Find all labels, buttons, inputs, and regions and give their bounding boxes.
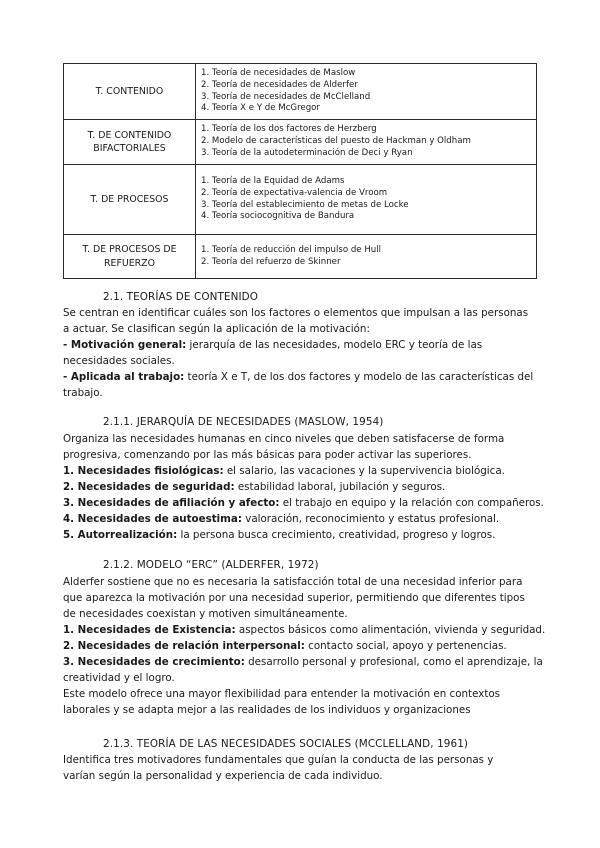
section-heading: 2.1.3. TEORÍA DE LAS NECESIDADES SOCIALES (MCCLELLAND, 1961) xyxy=(103,738,469,750)
inline-text: aspectos básicos como alimentación, vivienda y seguridad. xyxy=(235,624,546,636)
table-item: 1. Teoría de reducción del impulso de Hull xyxy=(201,244,381,255)
text-line: Identifica tres motivadores fundamentales que guían la conducta de las personas y xyxy=(63,754,494,766)
table-item: 2. Teoría de necesidades de Alderfer xyxy=(201,79,358,90)
section-heading: 2.1.1. JERARQUÍA DE NECESIDADES (MASLOW, 1954) xyxy=(103,416,384,428)
bold-label: 1. Necesidades fisiológicas: xyxy=(63,465,224,477)
list-item xyxy=(63,622,546,638)
table-item: 1. Teoría de los dos factores de Herzberg xyxy=(201,124,377,135)
table-item: 2. Teoría de expectativa-valencia de Vroom xyxy=(201,187,388,198)
text-line: Organiza las necesidades humanas en cinco niveles que deben satisfacerse de forma xyxy=(63,433,505,445)
list-item xyxy=(63,527,541,543)
theories-table xyxy=(63,63,537,279)
inline-text: el salario, las vacaciones y la supervivencia biológica. xyxy=(223,465,505,477)
table-category: T. DE PROCESOS xyxy=(64,165,196,235)
text-line: de necesidades coexistan y motiven simultáneamente. xyxy=(63,608,348,620)
table-category: T. DE CONTENIDO BIFACTORIALES xyxy=(64,120,196,165)
table-row xyxy=(64,64,537,120)
list-item xyxy=(63,495,544,511)
bold-label: 2. Necesidades de relación interpersonal: xyxy=(63,640,305,652)
text-line: Este modelo ofrece una mayor flexibilidad para entender la motivación en contextos xyxy=(63,688,501,700)
table-items xyxy=(196,165,537,235)
table-item: 1. Teoría de la Equidad de Adams xyxy=(201,175,345,186)
text-line: progresiva, comenzando por las más básicas para poder activar las superiores. xyxy=(63,449,472,461)
text-line: trabajo. xyxy=(63,387,103,399)
inline-text: jerarquía de las necesidades, modelo ERC y teoría de las xyxy=(186,339,483,351)
list-item xyxy=(63,463,541,479)
inline-text: el trabajo en equipo y la relación con compañeros. xyxy=(279,497,544,509)
table-item: 3. Teoría del establecimiento de metas de Locke xyxy=(201,199,409,210)
text-line: creatividad y el logro. xyxy=(63,672,175,684)
table-item: 4. Teoría sociocognitiva de Bandura xyxy=(201,211,355,222)
table-row xyxy=(64,120,537,165)
list-item xyxy=(63,479,541,495)
bold-label: 1. Necesidades de Existencia: xyxy=(63,624,236,636)
bold-label: 4. Necesidades de autoestima: xyxy=(63,513,242,525)
inline-text: contacto social, apoyo y pertenencias. xyxy=(304,640,507,652)
bold-label: 3. Necesidades de afiliación y afecto: xyxy=(63,497,280,509)
table-item: 4. Teoría X e Y de McGregor xyxy=(201,103,320,114)
inline-text: valoración, reconocimiento y estatus profesional. xyxy=(241,513,500,525)
bold-label: - Aplicada al trabajo: xyxy=(63,371,185,383)
inline-text: teoría X e T, de los dos factores y modelo de las características del xyxy=(184,371,534,383)
table-item: 1. Teoría de necesidades de Maslow xyxy=(201,67,356,78)
text-line xyxy=(63,337,541,353)
table-items xyxy=(196,120,537,165)
table-category: T. DE PROCESOS DE REFUERZO xyxy=(64,235,196,279)
text-line: varían según la personalidad y experiencia de cada individuo. xyxy=(63,770,383,782)
bold-label: 3. Necesidades de crecimiento: xyxy=(63,656,245,668)
section-paragraph xyxy=(63,431,544,543)
table-item: 3. Teoría de necesidades de McClelland xyxy=(201,91,371,102)
text-line: Se centran en identificar cuáles son los factores o elementos que impulsan a las personas xyxy=(63,307,529,319)
table-item: 3. Teoría de la autodeterminación de Deci y Ryan xyxy=(201,147,413,158)
table-item: 2. Teoría del refuerzo de Skinner xyxy=(201,256,341,267)
text-line xyxy=(63,369,541,385)
table-item: 2. Modelo de características del puesto de Hackman y Oldham xyxy=(201,136,471,147)
list-item xyxy=(63,511,541,527)
text-line: necesidades sociales. xyxy=(63,355,175,367)
list-item xyxy=(63,638,541,654)
text-line: que aparezca la motivación por una necesidad superior, permitiendo que diferentes tipos xyxy=(63,592,525,604)
table-items xyxy=(196,64,537,120)
section-paragraph xyxy=(63,305,541,401)
text-line: laborales y se adapta mejor a las realidades de los individuos y organizaciones xyxy=(63,704,471,716)
table-items xyxy=(196,235,537,279)
table-row xyxy=(64,165,537,235)
bold-label: - Motivación general: xyxy=(63,339,187,351)
table-row xyxy=(64,235,537,279)
bold-label: 5. Autorrealización: xyxy=(63,529,178,541)
inline-text: estabilidad laboral, jubilación y seguros. xyxy=(234,481,446,493)
bold-label: 2. Necesidades de seguridad: xyxy=(63,481,235,493)
list-item xyxy=(63,654,541,670)
inline-text: desarrollo personal y profesional, como el aprendizaje, la xyxy=(244,656,543,668)
text-line: Alderfer sostiene que no es necesaria la satisfacción total de una necesidad inferior para xyxy=(63,576,523,588)
table-category: T. CONTENIDO xyxy=(64,64,196,120)
inline-text: la persona busca crecimiento, creatividad, progreso y logros. xyxy=(177,529,496,541)
section-heading: 2.1. TEORÍAS DE CONTENIDO xyxy=(103,291,259,303)
section-heading: 2.1.2. MODELO “ERC” (ALDERFER, 1972) xyxy=(103,559,319,571)
section-paragraph xyxy=(63,574,546,718)
section-paragraph xyxy=(63,752,541,784)
text-line: a actuar. Se clasifican según la aplicación de la motivación: xyxy=(63,323,370,335)
